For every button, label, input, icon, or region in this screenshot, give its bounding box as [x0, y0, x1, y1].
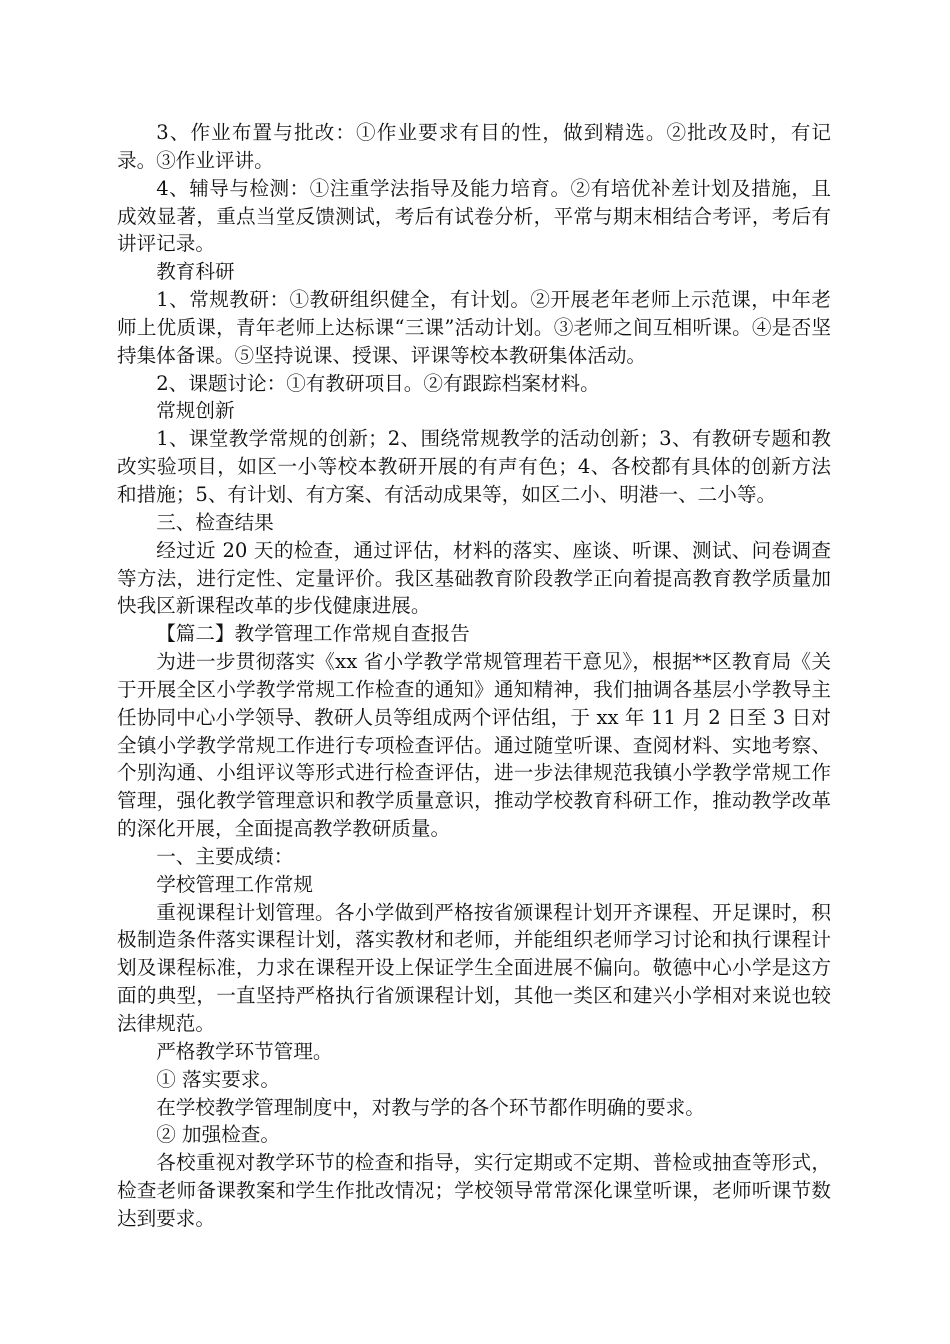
paragraph-tutoring: 4、辅导与检测：①注重学法指导及能力培育。②有培优补差计划及措施，且成效显著，重点当堂反馈测试，考后有试卷分析，平常与期末相结合考评，考后有讲评记录。: [117, 176, 831, 256]
paragraph-innovation-list: 1、课堂教学常规的创新；2、围绕常规教学的活动创新；3、有教研专题和教改实验项目，如区一小等校本教研开展的有声有色；4、各校都有具体的创新方法和措施；5、有计划、有方案、有活动成果等，如区二小、明港一、二小等。: [117, 427, 831, 506]
item-implement-requirements: ① 落实要求。: [156, 1067, 280, 1091]
item-strengthen-inspection: ② 加强检查。: [156, 1123, 280, 1147]
heading-inspection-results: 三、检查结果: [156, 510, 274, 534]
heading-routine-innovation: 常规创新: [156, 399, 235, 423]
heading-education-research: 教育科研: [156, 260, 235, 284]
document-body: [117, 119, 831, 1233]
paragraph-inspection-guidance: 各校重视对教学环节的检查和指导，实行定期或不定期、普检或抽查等形式，检查老师备课教案和学生作批改情况；学校领导常常深化课堂听课，老师听课节数达到要求。: [117, 1151, 831, 1230]
paragraph-routine-research: 1、常规教研：①教研组织健全，有计划。②开展老年老师上示范课，中年老师上优质课，青年老师上达标课“三课”活动计划。③老师之间互相听课。④是否坚持集体备课。⑤坚持说课、授课、评课等校本教研集体活动。: [117, 288, 831, 367]
paragraph-topic-discussion: 2、课题讨论：①有教研项目。②有跟踪档案材料。: [156, 371, 600, 395]
paragraph-inspection-summary: 经过近 20 天的检查，通过评估，材料的落实、座谈、听课、测试、问卷调查等方法，进行定性、定量评价。我区基础教育阶段教学正向着提高教育教学质量加快我区新课程改革的步伐健康进展。: [117, 538, 831, 618]
heading-school-management: 学校管理工作常规: [156, 872, 313, 896]
heading-teaching-process: 严格教学环节管理。: [156, 1039, 333, 1063]
paragraph-part-two-intro: 为进一步贯彻落实《xx 省小学教学常规管理若干意见》，根据**区教育局《关于开展全区小学教学常规工作检查的通知》通知精神，我们抽调各基层小学教导主任协同中心小学领导、教研人员等组成两个评估组，于 xx 年 11 月 2 日至 3 日对全镇小学教学常规工作进行专项检查评估。通过随堂听课、查阅材料、实地考察、个别沟通、小组评议等形式进行检查评估，进一步法律规范我镇小学教学常规工作管理，强化教学管理意识和教学质量意识，推动学校教育科研工作，推动教学改革的深化开展，全面提高教学教研质量。: [117, 650, 831, 841]
paragraph-curriculum-management: 重视课程计划管理。各小学做到严格按省颁课程计划开齐课程、开足课时，积极制造条件落实课程计划，落实教材和老师，并能组织老师学习讨论和执行课程计划及课程标准，力求在课程开设上保证学生全面进展不偏向。敬德中心小学是这方面的典型，一直坚持严格执行省颁课程计划，其他一类区和建兴小学相对来说也较法律规范。: [117, 900, 831, 1035]
paragraph-management-rules: 在学校教学管理制度中，对教与学的各个环节都作明确的要求。: [156, 1095, 705, 1119]
heading-part-two: 【篇二】教学管理工作常规自查报告: [156, 622, 470, 646]
paragraph-homework: 3、作业布置与批改：①作业要求有目的性，做到精选。②批改及时，有记录。③作业评讲。: [117, 121, 831, 172]
heading-main-achievements: 一、主要成绩：: [156, 844, 294, 868]
